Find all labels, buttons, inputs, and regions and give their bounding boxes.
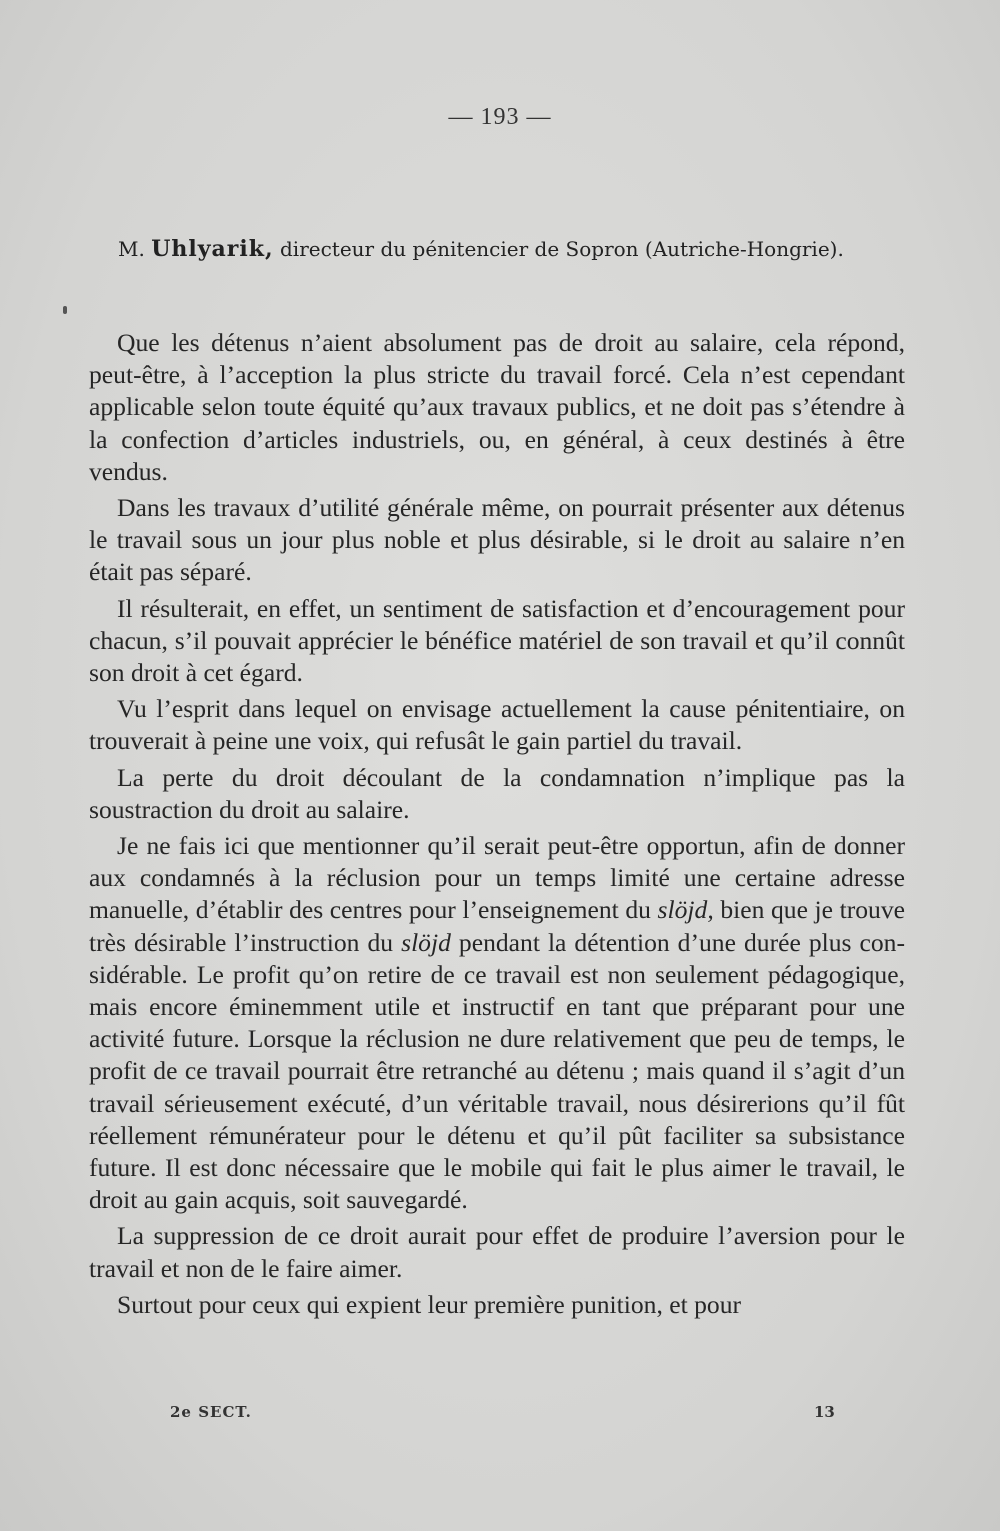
italic-term: slöjd, bbox=[657, 895, 714, 925]
speaker-heading bbox=[118, 236, 918, 262]
paragraph: Vu l’esprit dans lequel on envisage actuellement la cause pénitentiaire, on trouverait à peine une voix, qui refusât le gain partiel du travail. bbox=[89, 694, 905, 756]
body-text bbox=[89, 327, 905, 1325]
paragraph: Que les détenus n’aient absolument pas de droit au salaire, cela répond, peut-être, à l’acception la plus stricte du travail forcé. Cela n’est cependant applicable selon toute équité qu’aux travaux publics, et ne doit pas s’étendre à la confection d’articles industriels, ou, en général, à ceux destinés à être vendus. bbox=[89, 328, 905, 486]
paragraph: La suppression de ce droit aurait pour effet de produire l’aversion pour le travail et non de le faire aimer. bbox=[89, 1221, 905, 1283]
paragraph: La perte du droit découlant de la condamnation n’implique pas la soustraction du droit au salaire. bbox=[89, 762, 905, 824]
speaker-name: Uhlyarik, bbox=[151, 236, 274, 262]
paragraph-text: bien que je trouve très désirable l’instruction du bbox=[89, 895, 906, 957]
italic-term: slöjd bbox=[401, 927, 451, 957]
paragraph: Dans les travaux d’utilité générale même, on pourrait présenter aux détenus le travail sous un jour plus noble et plus désirable, si le droit au salaire n’en était pas séparé. bbox=[89, 493, 905, 587]
page-number: — 193 — bbox=[448, 104, 552, 130]
paragraph: Il résulterait, en effet, un sentiment de satisfaction et d’encouragement pour chacun, s’il pouvait apprécier le bénéfice matériel de son travail et qu’il connût son droit à cet égard. bbox=[89, 593, 905, 688]
signature-mark: 2e SECT. bbox=[170, 1403, 252, 1421]
paragraph-text: Je ne fais ici que mentionner qu’il serait peut-être opportun, afin de donner aux condamnés à la réclusion pour un temps limité une certaine adresse manuelle, d’établir des centres pour l’enseignement du bbox=[89, 831, 905, 925]
paragraph-slojd bbox=[89, 830, 905, 1216]
ink-speck bbox=[63, 306, 67, 314]
paragraph-text: pendant la détention d’une durée plus considérable. Le profit qu’on retire de ce travail est non seulement pédagogique, mais encore éminemment utile et instructif en tant que préparant pour une activité future. Lorsque la réclusion ne dure relativement que peu de temps, le profit de ce travail pourrait être retranché au détenu ; mais quand il s’agit d’un travail sérieusement exécuté, d’un véritable travail, nous désirerions qu’il fût réellement rémunérateur pour le détenu et qu’il pût faciliter sa subsistance future. Il est donc nécessaire que le mobile qui fait le plus aimer le travail, le droit au gain acquis, soit sauvegardé. bbox=[89, 927, 905, 1215]
paragraph: Surtout pour ceux qui expient leur première punition, et pour bbox=[117, 1289, 742, 1319]
speaker-title: M. bbox=[118, 237, 145, 261]
speaker-description: directeur du pénitencier de Sopron (Autriche-Hongrie). bbox=[280, 237, 844, 261]
sheet-number: 13 bbox=[814, 1403, 835, 1421]
